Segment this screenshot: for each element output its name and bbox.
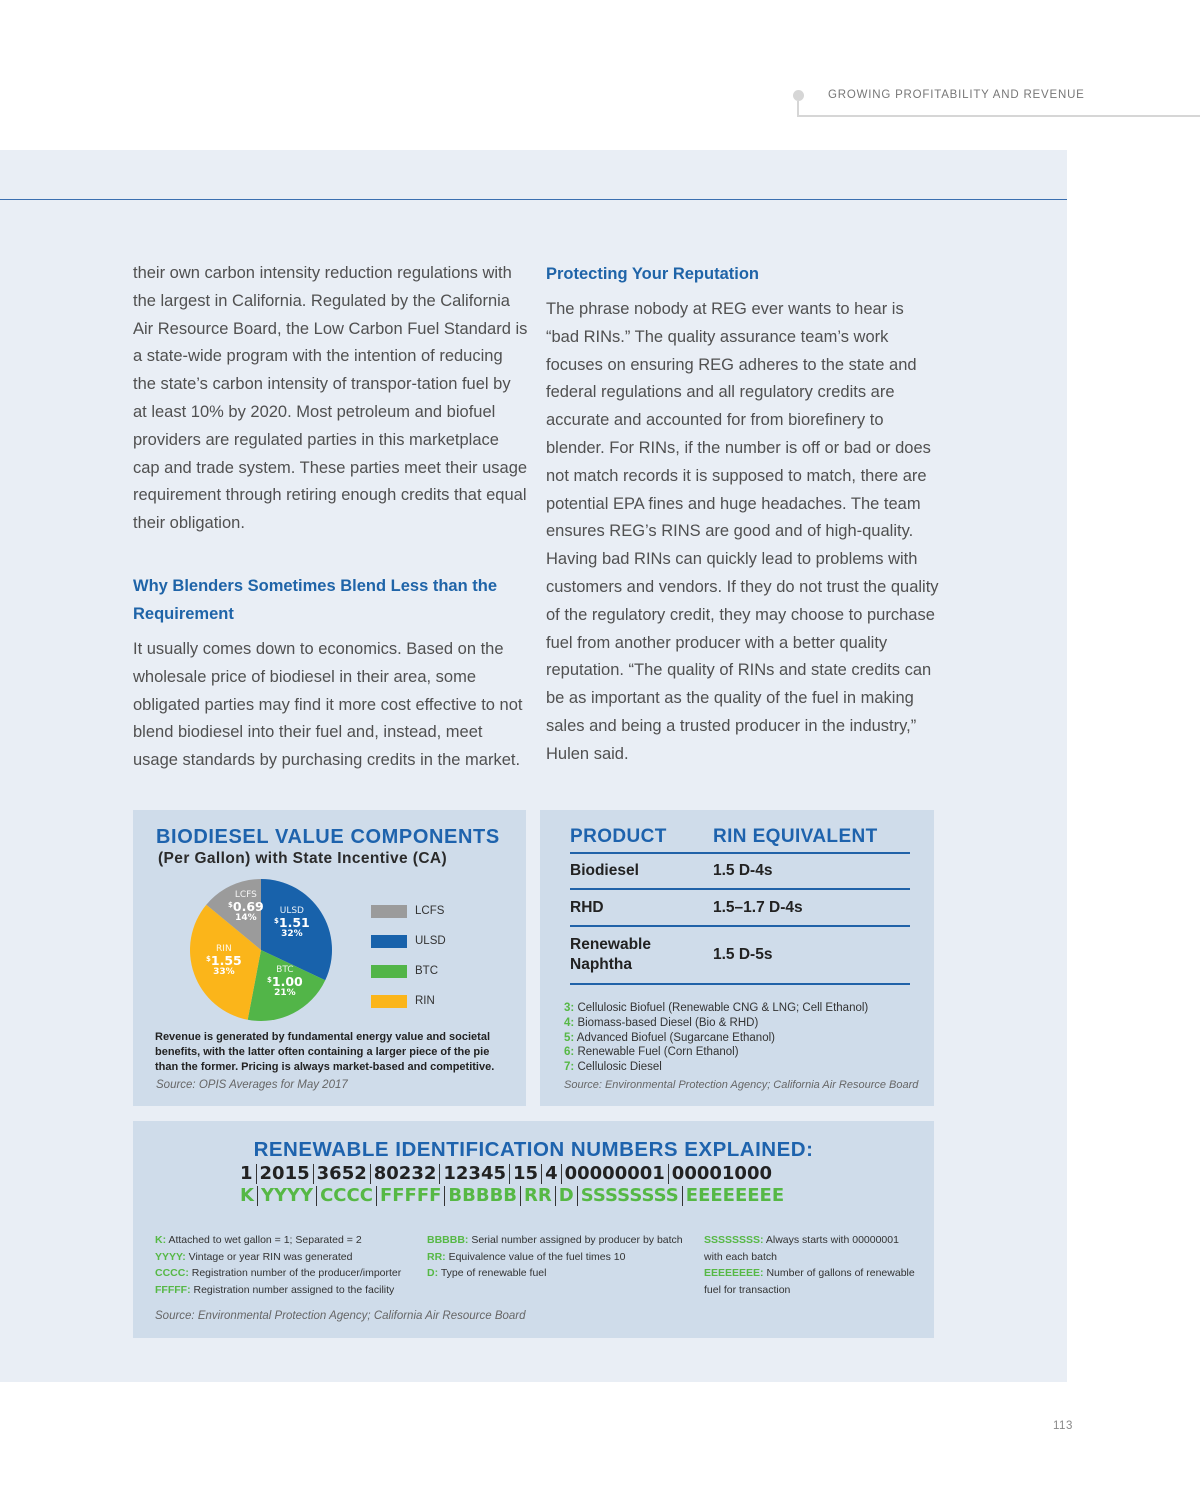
product-cell: RHD <box>570 898 604 916</box>
code-definition <box>427 1265 683 1282</box>
legend-line <box>564 1001 868 1016</box>
d-code-desc: Advanced Biofuel (Sugarcane Ethanol) <box>576 1031 775 1044</box>
code-desc: Serial number assigned by producer by batch <box>471 1234 683 1246</box>
code-key: K: <box>155 1234 167 1246</box>
code-desc-continued: fuel for transaction <box>704 1283 791 1296</box>
page-number: 113 <box>1053 1420 1073 1432</box>
rin-number-segment: 1 <box>240 1163 253 1184</box>
rin-code-segment: EEEEEEEE <box>685 1185 785 1206</box>
rin-explained-box <box>133 1121 934 1338</box>
code-key: RR: <box>427 1250 446 1263</box>
product-cell: Biodiesel <box>570 862 639 879</box>
code-desc: Number of gallons of renewable <box>766 1267 915 1280</box>
currency-symbol: $ <box>267 976 272 985</box>
pie-label-btc <box>267 966 303 998</box>
rin-number-segment: 3652 <box>316 1163 367 1184</box>
rin-number-segment: 4 <box>545 1163 558 1184</box>
rin-number-segment: 00000001 <box>564 1163 665 1184</box>
product-line: Naphtha <box>570 956 632 973</box>
pie-label-ulsd <box>274 907 310 939</box>
code-definition <box>155 1232 401 1249</box>
legend-swatch <box>371 905 407 918</box>
product-line: Renewable <box>570 936 651 953</box>
header-rule <box>797 115 1200 117</box>
equivalent-cell: 1.5–1.7 D-4s <box>713 898 803 916</box>
code-desc: Registration number assigned to the facility <box>193 1283 395 1296</box>
table-row <box>570 927 910 985</box>
slice-value-text: 1.00 <box>271 974 303 990</box>
slice-value-text: 0.69 <box>232 899 264 915</box>
rin-code-segment: FFFFF <box>379 1185 442 1206</box>
rin-code-segment: K <box>240 1185 254 1206</box>
header-bullet <box>793 90 804 101</box>
rin-code-segment: BBBBB <box>448 1185 518 1206</box>
slice-name: LCFS <box>234 890 257 900</box>
pie-label-rin <box>206 945 242 977</box>
legend-item <box>371 986 446 1016</box>
code-definition <box>155 1249 401 1266</box>
legend-swatch <box>371 935 407 948</box>
code-key: YYYY: <box>155 1250 186 1263</box>
slice-value <box>274 916 310 929</box>
d-code: 6: <box>564 1046 575 1059</box>
d-code-desc: Cellulosic Diesel <box>577 1061 662 1074</box>
panel-divider <box>0 199 1067 200</box>
legend-label: RIN <box>415 995 435 1007</box>
rin-number-segment: 15 <box>513 1163 539 1184</box>
legend-label: BTC <box>415 965 438 977</box>
equivalent-cell: 1.5 D-4s <box>713 862 773 879</box>
section-heading: Protecting Your Reputation <box>546 265 759 283</box>
rin-code-segment: YYYY <box>260 1185 314 1206</box>
left-column <box>133 260 528 775</box>
section-heading: Why Blenders Sometimes Blend Less than the Requirement <box>133 576 497 623</box>
chart-title: BIODIESEL VALUE COMPONENTS <box>156 826 500 848</box>
slice-name: RIN <box>216 944 232 954</box>
code-definition <box>427 1232 683 1249</box>
running-head: GROWING PROFITABILITY AND REVENUE <box>828 89 1085 101</box>
slice-name: BTC <box>276 965 294 975</box>
legend-item <box>371 896 446 926</box>
body-paragraph: The phrase nobody at REG ever wants to hear is “bad RINs.” The quality assurance team’s work focuses on ensuring REG adheres to the state and federal regulations and all regulatory credits are accurate and accounted for from biorefinery to blender. For RINs, if the number is off or bad or does not match records it is supposed to match, there are potential EPA fines and huge headaches. The team ensures REG’s RINS are good and of high-quality. Having bad RINs can quickly lead to problems with customers and vendors. If they do not trust the quality of the regulatory credit, they may choose to purchase fuel from another producer with a better quality reputation. “The quality of RINs and state credits can be as important as the quality of the fuel in making sales and being a trusted producer in the industry,” Hulen said. <box>546 300 939 763</box>
slice-value <box>228 900 264 913</box>
rin-number-segment: 80232 <box>373 1163 437 1184</box>
legend-label: ULSD <box>415 935 446 947</box>
d-code: 3: <box>564 1002 575 1014</box>
rin-code-segment: SSSSSSSS <box>580 1185 679 1206</box>
code-definition <box>704 1232 915 1249</box>
d-code-desc: Renewable Fuel (Corn Ethanol) <box>577 1046 739 1059</box>
explained-source: Source: Environmental Protection Agency; California Air Resource Board <box>155 1310 526 1322</box>
code-key: EEEEEEEE: <box>704 1267 764 1280</box>
value-components-box <box>133 810 526 1106</box>
rin-code-segment: D <box>558 1185 574 1206</box>
chart-subtitle: (Per Gallon) with State Incentive (CA) <box>158 850 448 867</box>
column-header-product: PRODUCT <box>570 826 667 847</box>
code-desc: Attached to wet gallon = 1; Separated = 2 <box>168 1234 362 1246</box>
legend-line <box>564 1045 868 1060</box>
rin-code-segment: CCCC <box>320 1185 373 1206</box>
rin-source: Source: Environmental Protection Agency; California Air Resource Board <box>564 1079 919 1091</box>
rin-number-segment: 2015 <box>259 1163 310 1184</box>
slice-name: ULSD <box>279 906 304 916</box>
slice-value-text: 1.55 <box>210 953 242 969</box>
code-desc: Registration number of the producer/importer <box>191 1267 402 1280</box>
legend-line <box>564 1060 868 1075</box>
rin-number-row <box>237 1163 775 1184</box>
d-code-desc: Cellulosic Biofuel (Renewable CNG & LNG; Cell Ethanol) <box>577 1002 869 1014</box>
currency-symbol: $ <box>274 917 279 926</box>
rin-code-row <box>237 1185 787 1206</box>
pie-label-lcfs <box>228 891 264 923</box>
code-key: SSSSSSSS: <box>704 1234 764 1246</box>
legend-line <box>564 1016 868 1031</box>
slice-percent: 32% <box>281 928 303 939</box>
legend-label: LCFS <box>415 905 445 917</box>
body-paragraph: It usually comes down to economics. Based on the wholesale price of biodiesel in their area, some obligated parties may find it more cost effective to not blend biodiesel into their fuel and, instead, meet usage standards by purchasing credits in the market. <box>133 639 523 770</box>
table-header <box>570 822 910 854</box>
slice-value <box>206 954 242 967</box>
slice-value-text: 1.51 <box>278 915 310 931</box>
table-row <box>570 890 910 927</box>
slice-percent: 21% <box>274 987 296 998</box>
legend-swatch <box>371 965 407 978</box>
chart-note: Revenue is generated by fundamental energy value and societal benefits, with the latter often containing a larger piece of the pie than the former. Pricing is always market-based and competitive. <box>155 1031 495 1073</box>
chart-source: Source: OPIS Averages for May 2017 <box>156 1079 348 1091</box>
explained-column-2 <box>427 1232 683 1282</box>
product-cell <box>570 935 713 975</box>
rin-code-segment: RR <box>524 1185 552 1206</box>
legend-swatch <box>371 995 407 1008</box>
legend-item <box>371 926 446 956</box>
slice-percent: 14% <box>235 912 257 923</box>
equivalent-cell: 1.5 D-5s <box>713 946 773 963</box>
code-desc: Always starts with 00000001 <box>765 1234 899 1246</box>
body-paragraph: their own carbon intensity reduction regulations with the largest in California. Regulated by the California Air Resource Board, the Low Carbon Fuel Standard is a state-wide program with the intention of reducing the state’s carbon intensity of transpor-tation fuel by at least 10% by 2020. Most petroleum and biofuel providers are regulated parties in this marketplace cap and trade system. These parties meet their usage requirement through retiring enough credits that equal their obligation. <box>133 264 528 533</box>
rin-table <box>570 822 910 985</box>
code-key: BBBBB: <box>427 1234 469 1246</box>
code-key: CCCC: <box>155 1267 189 1280</box>
code-desc: Type of renewable fuel <box>440 1267 547 1280</box>
rin-equivalent-box <box>540 810 934 1106</box>
rin-number-segment: 12345 <box>443 1163 506 1184</box>
explained-column-1 <box>155 1232 401 1298</box>
d-code-legend <box>564 1001 868 1075</box>
currency-symbol: $ <box>228 901 233 910</box>
code-definition <box>155 1265 401 1282</box>
explained-column-3 <box>704 1232 915 1298</box>
chart-legend <box>371 896 446 1016</box>
rin-number-segment: 00001000 <box>671 1163 772 1184</box>
d-code: 5: <box>564 1031 575 1044</box>
code-desc: Equivalence value of the fuel times 10 <box>448 1250 626 1263</box>
right-column <box>546 260 941 769</box>
slice-value <box>267 975 303 988</box>
d-code-desc: Biomass-based Diesel (Bio & RHD) <box>577 1016 759 1029</box>
code-desc: Vintage or year RIN was generated <box>188 1250 353 1263</box>
code-definition <box>155 1282 401 1299</box>
code-key: FFFFF: <box>155 1283 191 1296</box>
code-definition <box>704 1265 915 1282</box>
table-row <box>570 854 910 890</box>
currency-symbol: $ <box>206 955 211 964</box>
d-code: 4: <box>564 1016 575 1029</box>
legend-item <box>371 956 446 986</box>
code-definition <box>427 1249 683 1266</box>
d-code: 7: <box>564 1061 575 1074</box>
code-key: D: <box>427 1267 439 1280</box>
explained-title: RENEWABLE IDENTIFICATION NUMBERS EXPLAINED: <box>253 1138 814 1161</box>
column-header-rin-equivalent: RIN EQUIVALENT <box>713 826 878 847</box>
slice-percent: 33% <box>213 966 235 977</box>
legend-line <box>564 1031 868 1046</box>
code-desc-continued: with each batch <box>704 1250 777 1263</box>
